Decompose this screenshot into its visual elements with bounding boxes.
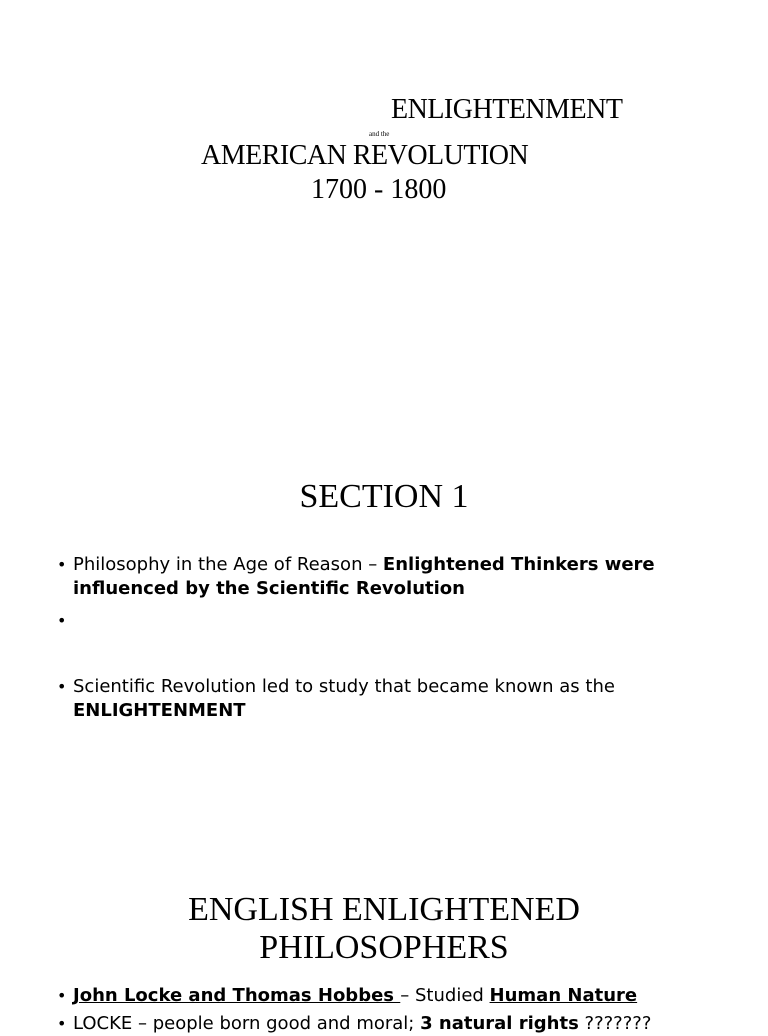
- heading-line: ENGLISH ENLIGHTENED: [188, 891, 580, 928]
- title-connector-text: and the: [369, 130, 390, 138]
- bullet-text-normal: Philosophy in the Age of Reason –: [73, 554, 383, 575]
- list-item: [57, 984, 697, 1008]
- title-dates: 1700 - 1800: [311, 174, 447, 205]
- title-enlightenment: ENLIGHTENMENT: [391, 94, 623, 125]
- bullet-text-bold-underline: John Locke and Thomas Hobbes: [73, 985, 401, 1006]
- bullet-text-normal: LOCKE – people born good and moral;: [73, 1013, 421, 1034]
- bullet-text-bold: Enlightened Thinkers were influenced by the Scientific Revolution: [73, 554, 655, 599]
- section-heading: SECTION 1: [299, 478, 469, 515]
- bullet-icon: •: [57, 1014, 67, 1033]
- bullet-text: [73, 984, 697, 1008]
- bullet-text-bold-underline: Human Nature: [489, 985, 638, 1006]
- list-item: [57, 1012, 697, 1036]
- bullet-text-normal: ???????: [578, 1013, 652, 1034]
- bullet-text: [73, 1012, 697, 1036]
- bullet-text-bold: ENLIGHTENMENT: [73, 700, 246, 721]
- bullet-text-bold: 3 natural rights: [420, 1013, 579, 1034]
- philosophers-heading: [0, 891, 768, 967]
- bullet-text-normal: – Studied: [400, 985, 490, 1006]
- title-american-revolution: AMERICAN REVOLUTION: [201, 140, 529, 171]
- bullet-text: [73, 675, 697, 723]
- bullet-icon: •: [57, 986, 67, 1005]
- bullet-icon: •: [57, 611, 67, 630]
- bullet-text-normal: Scientific Revolution led to study that became known as the: [73, 676, 615, 697]
- heading-line: PHILOSOPHERS: [259, 929, 509, 966]
- list-item: [57, 553, 697, 601]
- bullet-icon: •: [57, 555, 67, 574]
- bullet-text: [73, 553, 697, 601]
- list-item: [57, 675, 697, 723]
- bullet-icon: •: [57, 677, 67, 696]
